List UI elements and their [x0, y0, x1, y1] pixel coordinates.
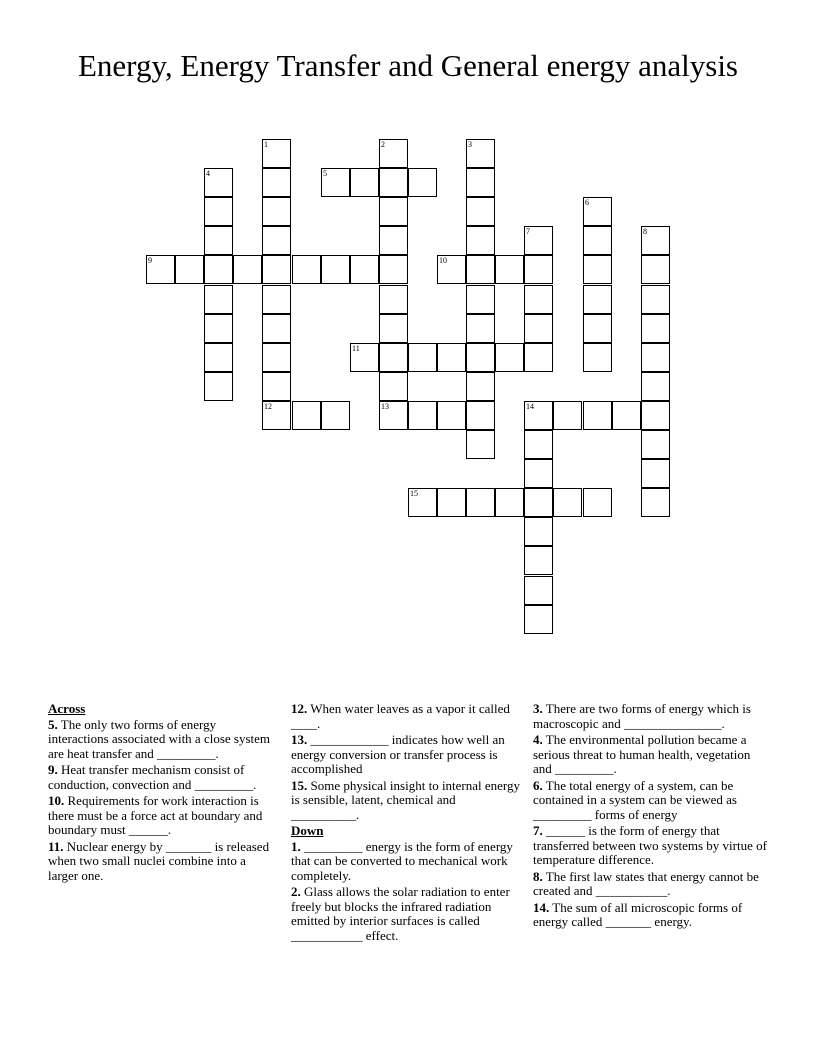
clue-text: The only two forms of energy interactions associated with a close system are heat transfer and _________.: [48, 716, 271, 761]
grid-cell[interactable]: [321, 255, 350, 284]
clue-text: There are two forms of energy which is macroscopic and _______________.: [533, 701, 751, 731]
cell-number: 2: [381, 140, 385, 149]
clue-text: ______ is the form of energy that transferred between two systems by virtue of temperature difference.: [533, 823, 767, 867]
clue-text: Heat transfer mechanism consist of conduction, convection and _________.: [48, 762, 257, 792]
across-heading: Across: [48, 701, 86, 716]
cell-number: 4: [206, 169, 210, 178]
clue-number: 10.: [48, 793, 65, 808]
grid-cell[interactable]: [641, 343, 670, 372]
grid-cell[interactable]: [524, 401, 553, 430]
clue-down-14: [533, 901, 768, 930]
grid-cell[interactable]: [583, 343, 612, 372]
grid-cell[interactable]: [204, 343, 233, 372]
grid-cell[interactable]: [262, 343, 291, 372]
clue-down-7: [533, 824, 768, 868]
grid-cell[interactable]: [204, 197, 233, 226]
grid-cell[interactable]: [641, 401, 670, 430]
grid-cell[interactable]: [379, 197, 408, 226]
grid-cell[interactable]: [641, 488, 670, 517]
grid-cell[interactable]: [641, 430, 670, 459]
grid-cell[interactable]: [524, 343, 553, 372]
cell-number: 13: [381, 402, 389, 411]
grid-cell[interactable]: [379, 226, 408, 255]
grid-cell[interactable]: [350, 343, 379, 372]
cell-number: 6: [585, 198, 589, 207]
grid-cell[interactable]: [204, 226, 233, 255]
grid-cell[interactable]: [583, 197, 612, 226]
grid-cell[interactable]: [350, 168, 379, 197]
grid-cell[interactable]: [262, 226, 291, 255]
clue-column-2: [291, 702, 521, 945]
grid-cell[interactable]: [437, 343, 466, 372]
grid-cell[interactable]: [612, 401, 641, 430]
clue-number: 11.: [48, 838, 64, 854]
clue-number: 7.: [533, 823, 543, 838]
grid-cell[interactable]: [524, 255, 553, 284]
clue-text: The environmental pollution became a serious threat to human health, vegetation and _________.: [533, 732, 751, 776]
grid-cell[interactable]: [379, 372, 408, 401]
clue-across-12: [291, 702, 521, 731]
grid-cell[interactable]: [292, 401, 321, 430]
clue-down-6: [533, 779, 768, 823]
grid-cell[interactable]: [146, 255, 175, 284]
cell-number: 7: [526, 227, 530, 236]
grid-cell[interactable]: [262, 314, 291, 343]
grid-cell[interactable]: [583, 285, 612, 314]
clue-text: Glass allows the solar radiation to enter freely but blocks the infrared radiation emitted by interior surfaces is called ___________ effect.: [291, 884, 510, 943]
grid-cell[interactable]: [204, 168, 233, 197]
cell-number: 12: [264, 402, 272, 411]
grid-cell[interactable]: [262, 401, 291, 430]
clue-down-8: [533, 870, 768, 899]
grid-cell[interactable]: [408, 488, 437, 517]
clue-across-9: [48, 763, 274, 792]
grid-cell[interactable]: [641, 255, 670, 284]
grid-cell[interactable]: [233, 255, 262, 284]
grid-cell[interactable]: [583, 401, 612, 430]
grid-cell[interactable]: [175, 255, 204, 284]
clue-across-11: [48, 840, 274, 884]
grid-cell[interactable]: [204, 372, 233, 401]
page-title: Energy, Energy Transfer and General energy analysis: [77, 48, 738, 83]
clue-down-1: [291, 840, 521, 884]
clue-column-1: [48, 702, 274, 885]
grid-cell[interactable]: [583, 226, 612, 255]
clue-down-4: [533, 733, 768, 777]
grid-cell[interactable]: [495, 343, 524, 372]
grid-cell[interactable]: [466, 285, 495, 314]
grid-cell[interactable]: [524, 226, 553, 255]
grid-cell[interactable]: [466, 430, 495, 459]
cell-number: 14: [526, 402, 534, 411]
grid-cell[interactable]: [466, 139, 495, 168]
clue-number: 14.: [533, 899, 550, 915]
clue-across-10: [48, 794, 274, 838]
cell-number: 10: [439, 256, 447, 265]
grid-cell[interactable]: [379, 285, 408, 314]
grid-cell[interactable]: [204, 314, 233, 343]
clue-text: When water leaves as a vapor it called ____.: [291, 701, 510, 731]
clue-number: 3.: [533, 701, 543, 716]
grid-cell[interactable]: [466, 226, 495, 255]
cell-number: 5: [323, 169, 327, 178]
grid-cell[interactable]: [262, 168, 291, 197]
grid-cell[interactable]: [292, 255, 321, 284]
clue-number: 9.: [48, 762, 58, 777]
clue-text: Some physical insight to internal energy is sensible, latent, chemical and __________.: [291, 777, 521, 822]
grid-cell[interactable]: [524, 546, 553, 575]
grid-cell[interactable]: [466, 343, 495, 372]
grid-cell[interactable]: [641, 372, 670, 401]
clue-number: 1.: [291, 838, 301, 854]
clue-number: 2.: [291, 884, 301, 899]
grid-cell[interactable]: [641, 459, 670, 488]
down-heading: Down: [291, 823, 324, 838]
grid-cell[interactable]: [379, 168, 408, 197]
grid-cell[interactable]: [524, 314, 553, 343]
grid-cell[interactable]: [262, 285, 291, 314]
grid-cell[interactable]: [204, 255, 233, 284]
grid-cell[interactable]: [583, 314, 612, 343]
clue-text: Nuclear energy by _______ is released when two small nuclei combine into a larger one.: [48, 838, 270, 883]
cell-number: 15: [410, 489, 418, 498]
grid-cell[interactable]: [262, 197, 291, 226]
grid-cell[interactable]: [379, 139, 408, 168]
clue-text: _________ energy is the form of energy that can be converted to mechanical work completely.: [291, 838, 513, 883]
clue-across-13: [291, 733, 521, 777]
clue-number: 6.: [533, 777, 543, 793]
grid-cell[interactable]: [437, 401, 466, 430]
grid-cell[interactable]: [524, 285, 553, 314]
grid-cell[interactable]: [495, 488, 524, 517]
clue-text: ____________ indicates how well an energy conversion or transfer process is accomplished: [291, 732, 505, 776]
grid-cell[interactable]: [553, 401, 582, 430]
grid-cell[interactable]: [524, 430, 553, 459]
grid-cell[interactable]: [553, 488, 582, 517]
grid-cell[interactable]: [379, 401, 408, 430]
grid-cell[interactable]: [466, 314, 495, 343]
grid-cell[interactable]: [466, 197, 495, 226]
clue-down-2: [291, 885, 521, 943]
grid-cell[interactable]: [583, 488, 612, 517]
cell-number: 1: [264, 140, 268, 149]
clue-column-3: [533, 702, 768, 932]
grid-cell[interactable]: [204, 285, 233, 314]
cell-number: 8: [643, 227, 647, 236]
cell-number: 3: [468, 140, 472, 149]
grid-cell[interactable]: [641, 226, 670, 255]
grid-cell[interactable]: [379, 343, 408, 372]
grid-cell[interactable]: [524, 488, 553, 517]
clue-text: The first law states that energy cannot be created and ___________.: [533, 868, 759, 898]
grid-cell[interactable]: [495, 255, 524, 284]
grid-cell[interactable]: [262, 255, 291, 284]
grid-cell[interactable]: [583, 255, 612, 284]
grid-cell[interactable]: [641, 285, 670, 314]
grid-cell[interactable]: [524, 605, 553, 634]
clue-number: 5.: [48, 716, 58, 732]
grid-cell[interactable]: [466, 372, 495, 401]
clue-number: 8.: [533, 868, 543, 884]
grid-cell[interactable]: [262, 372, 291, 401]
grid-cell[interactable]: [379, 255, 408, 284]
clue-text: The total energy of a system, can be contained in a system can be viewed as _________ forms of energy: [533, 777, 737, 822]
clue-across-15: [291, 779, 521, 823]
cell-number: 11: [352, 344, 360, 353]
grid-cell[interactable]: [437, 255, 466, 284]
clue-number: 4.: [533, 732, 543, 747]
clue-number: 15.: [291, 777, 308, 793]
grid-cell[interactable]: [466, 168, 495, 197]
clue-down-3: [533, 702, 768, 731]
grid-cell[interactable]: [321, 401, 350, 430]
grid-cell[interactable]: [262, 139, 291, 168]
grid-cell[interactable]: [641, 314, 670, 343]
grid-cell[interactable]: [408, 401, 437, 430]
clue-text: The sum of all microscopic forms of energy called _______ energy.: [533, 899, 743, 929]
clue-number: 13.: [291, 732, 308, 747]
grid-cell[interactable]: [437, 488, 466, 517]
grid-cell[interactable]: [524, 517, 553, 546]
grid-cell[interactable]: [466, 255, 495, 284]
grid-cell[interactable]: [466, 488, 495, 517]
grid-cell[interactable]: [350, 255, 379, 284]
clue-text: Requirements for work interaction is there must be a force act at boundary and boundary must ______.: [48, 793, 263, 837]
grid-cell[interactable]: [321, 168, 350, 197]
grid-cell[interactable]: [379, 314, 408, 343]
cell-number: 9: [148, 256, 152, 265]
grid-cell[interactable]: [408, 343, 437, 372]
clue-across-5: [48, 718, 274, 762]
grid-cell[interactable]: [466, 401, 495, 430]
clue-number: 12.: [291, 701, 308, 716]
grid-cell[interactable]: [524, 459, 553, 488]
grid-cell[interactable]: [408, 168, 437, 197]
grid-cell[interactable]: [524, 576, 553, 605]
